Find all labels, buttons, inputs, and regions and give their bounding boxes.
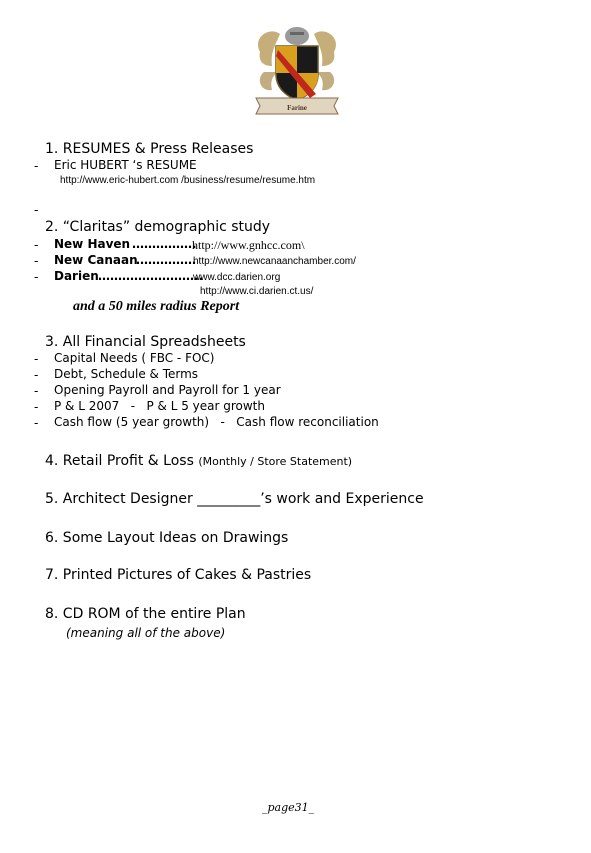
section-3-title: 3. All Financial Spreadsheets — [45, 334, 246, 350]
section-1-title: 1. RESUMES & Press Releases — [45, 141, 254, 157]
spreadsheet-item: Capital Needs ( FBC - FOC) — [54, 351, 215, 365]
radius-report-note: and a 50 miles radius Report — [73, 299, 240, 314]
spreadsheet-item: P & L 2007 - P & L 5 year growth — [54, 399, 265, 413]
list-dash: - — [34, 270, 39, 284]
section-7-title: 7. Printed Pictures of Cakes & Pastries — [45, 567, 312, 583]
page-number: _page31_ — [262, 801, 315, 814]
list-dash: - — [34, 159, 39, 173]
resume-url[interactable]: http://www.eric-hubert.com /business/resume/resume.htm — [60, 175, 316, 186]
town-name: Darien — [54, 269, 99, 283]
town-name: New Canaan — [54, 253, 138, 267]
list-dash: - — [34, 238, 39, 252]
section-4-suffix: (Monthly / Store Statement) — [198, 455, 353, 468]
list-dash: - — [34, 416, 39, 430]
town-name: New Haven — [54, 237, 131, 251]
darien-extra-url[interactable]: http://www.ci.darien.ct.us/ — [200, 286, 314, 297]
section-4-title-text: 4. Retail Profit & Loss — [45, 453, 194, 469]
town-url[interactable]: http://www.gnhcc.com\ — [192, 238, 305, 252]
spreadsheet-item: Debt, Schedule & Terms — [54, 367, 199, 381]
section-8-title: 8. CD ROM of the entire Plan — [45, 606, 246, 622]
list-dash: - — [34, 352, 39, 366]
spreadsheet-item: Opening Payroll and Payroll for 1 year — [54, 383, 281, 397]
list-dash: - — [34, 203, 39, 217]
leader-dots: ……………. — [132, 237, 197, 251]
list-dash: - — [34, 254, 39, 268]
section-4-title — [45, 453, 352, 469]
town-url[interactable]: http://www.newcanaanchamber.com/ — [193, 256, 356, 267]
leader-dots: …………………….. — [98, 269, 204, 283]
list-dash: - — [34, 368, 39, 382]
leader-dots: …………… — [136, 253, 196, 267]
list-dash: - — [34, 400, 39, 414]
section-5-title: 5. Architect Designer _________’s work and Experience — [45, 491, 424, 507]
coat-of-arms-logo — [250, 22, 344, 116]
list-dash: - — [34, 384, 39, 398]
crest-banner-text: Farine — [287, 104, 307, 112]
resume-line: Eric HUBERT ‘s RESUME — [54, 158, 197, 172]
section-6-title: 6. Some Layout Ideas on Drawings — [45, 530, 289, 546]
section-8-note: (meaning all of the above) — [66, 626, 226, 640]
town-url[interactable]: www.dcc.darien.org — [193, 272, 281, 283]
section-2-title: 2. “Claritas” demographic study — [45, 219, 271, 235]
spreadsheet-item: Cash flow (5 year growth) - Cash flow reconciliation — [54, 415, 379, 429]
